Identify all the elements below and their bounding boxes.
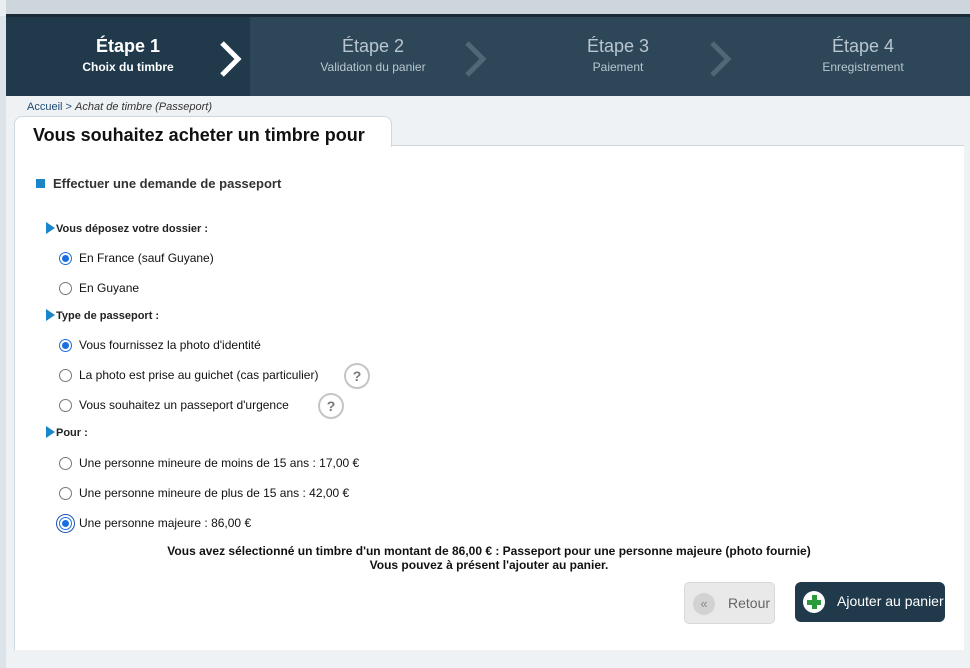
step-3-subtitle: Paiement <box>592 60 644 74</box>
question-pour-text: Pour : <box>56 427 88 439</box>
option-urgence-label: Vous souhaitez un passeport d'urgence <box>79 398 289 412</box>
question-depot-label <box>46 222 208 235</box>
step-3-title: Étape 3 <box>586 36 650 56</box>
step-1 <box>6 17 250 96</box>
radio-france[interactable] <box>59 252 72 265</box>
panel-tab <box>14 116 392 147</box>
section-title <box>36 176 281 191</box>
option-photo-guichet[interactable] <box>59 368 318 382</box>
option-photo-fournie[interactable] <box>59 338 261 352</box>
breadcrumb-home-link[interactable]: Accueil <box>27 101 63 113</box>
summary-line-1: Vous avez sélectionné un timbre d'un montant de 86,00 € : Passeport pour une personne majeure (photo fournie) <box>167 544 811 558</box>
section-title-text: Effectuer une demande de passeport <box>53 176 282 191</box>
option-mineur-plus-15-label: Une personne mineure de plus de 15 ans : 42,00 € <box>79 486 350 500</box>
option-france-label: En France (sauf Guyane) <box>79 251 214 265</box>
tab-divider <box>391 145 964 146</box>
step-2-title: Étape 2 <box>341 36 405 56</box>
option-photo-fournie-label: Vous fournissez la photo d'identité <box>79 338 261 352</box>
radio-mineur-plus-15[interactable] <box>59 487 72 500</box>
help-icon[interactable]: ? <box>344 363 370 389</box>
step-progress-bar <box>6 14 970 96</box>
option-france[interactable] <box>59 251 214 265</box>
chevron-right-icon <box>463 41 487 77</box>
option-mineur-moins-15[interactable] <box>59 456 359 470</box>
chevron-right-icon <box>218 41 242 77</box>
help-icon[interactable]: ? <box>318 393 344 419</box>
question-type-text: Type de passeport : <box>56 310 160 322</box>
back-button-label: Retour <box>728 595 771 611</box>
step-2-subtitle: Validation du panier <box>320 60 426 74</box>
triangle-bullet-icon <box>46 426 55 438</box>
double-chevron-left-icon: « <box>693 593 715 615</box>
step-3 <box>496 17 740 96</box>
option-urgence[interactable] <box>59 398 289 412</box>
option-mineur-moins-15-label: Une personne mineure de moins de 15 ans : 17,00 € <box>79 456 360 470</box>
step-1-title: Étape 1 <box>95 36 161 56</box>
radio-majeur[interactable] <box>59 517 72 530</box>
triangle-bullet-icon <box>46 309 55 321</box>
step-4 <box>741 17 970 96</box>
add-to-cart-button[interactable] <box>795 582 945 622</box>
option-guyane-label: En Guyane <box>79 281 140 295</box>
option-majeur[interactable] <box>59 516 251 530</box>
step-4-title: Étape 4 <box>831 36 895 56</box>
summary-line-2: Vous pouvez à présent l'ajouter au panier. <box>369 558 609 572</box>
breadcrumb <box>27 101 212 113</box>
option-guyane[interactable] <box>59 281 139 295</box>
chevron-right-icon <box>708 41 732 77</box>
plus-icon <box>803 591 825 613</box>
radio-guyane[interactable] <box>59 282 72 295</box>
option-mineur-plus-15[interactable] <box>59 486 349 500</box>
step-2 <box>251 17 495 96</box>
add-to-cart-label: Ajouter au panier <box>837 593 944 609</box>
radio-photo-fournie[interactable] <box>59 339 72 352</box>
question-type-label <box>46 309 159 322</box>
selection-summary <box>14 544 964 572</box>
question-depot-text: Vous déposez votre dossier : <box>56 223 209 235</box>
radio-urgence[interactable] <box>59 399 72 412</box>
question-pour-label <box>46 426 88 439</box>
option-majeur-label: Une personne majeure : 86,00 € <box>79 516 252 530</box>
breadcrumb-separator: > <box>65 101 72 113</box>
step-1-subtitle: Choix du timbre <box>82 60 174 74</box>
square-bullet-icon <box>36 179 45 188</box>
radio-mineur-moins-15[interactable] <box>59 457 72 470</box>
step-4-subtitle: Enregistrement <box>822 60 904 74</box>
triangle-bullet-icon <box>46 222 55 234</box>
panel-tab-title: Vous souhaitez acheter un timbre pour <box>33 125 365 145</box>
breadcrumb-current: Achat de timbre (Passeport) <box>75 101 212 113</box>
back-button[interactable] <box>684 582 775 624</box>
option-photo-guichet-label: La photo est prise au guichet (cas particulier) <box>79 368 319 382</box>
radio-photo-guichet[interactable] <box>59 369 72 382</box>
